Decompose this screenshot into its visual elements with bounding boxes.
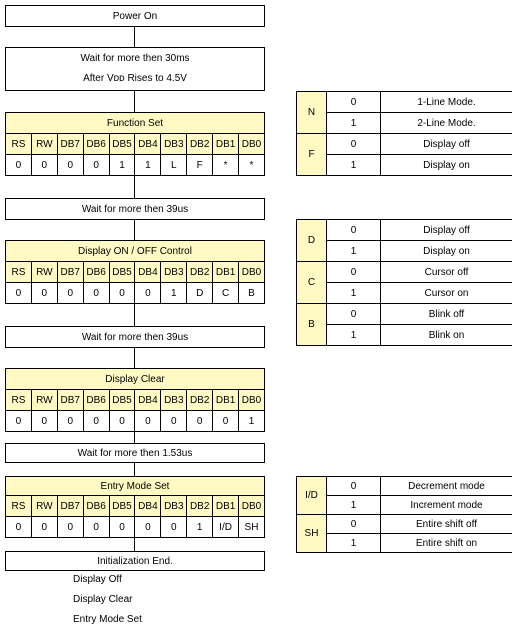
legend-desc: Decrement mode xyxy=(381,477,512,496)
header-cell: DB2 xyxy=(187,262,213,283)
note-entry-mode-set: Entry Mode Set xyxy=(73,614,142,625)
wait-1-53us-box xyxy=(5,443,265,463)
header-cell: DB6 xyxy=(83,134,109,155)
header-cell: DB1 xyxy=(213,134,239,155)
header-cell: DB4 xyxy=(135,134,161,155)
value-cell: 0 xyxy=(213,411,239,432)
header-cell: DB4 xyxy=(135,390,161,411)
wait-39us-label-2: Wait for more then 39us xyxy=(81,331,189,343)
legend-desc: Blink on xyxy=(381,325,512,346)
value-cell: 0 xyxy=(83,155,109,176)
entry-mode-title: Entry Mode Set xyxy=(6,477,265,496)
value-cell: 1 xyxy=(109,155,135,176)
power-on-box xyxy=(5,5,265,27)
init-end-label: Initialization End. xyxy=(97,555,173,567)
header-cell: RS xyxy=(6,390,32,411)
legend-value: 1 xyxy=(327,241,381,262)
header-cell: DB6 xyxy=(83,496,109,517)
legend-display-control xyxy=(296,219,512,346)
legend-desc: 1-Line Mode. xyxy=(381,92,512,113)
value-cell: 0 xyxy=(161,411,187,432)
legend-value: 0 xyxy=(327,92,381,113)
value-cell: 0 xyxy=(187,411,213,432)
legend-value: 0 xyxy=(327,262,381,283)
function-set-value-row xyxy=(6,155,265,176)
value-cell: C xyxy=(213,283,239,304)
value-cell: 0 xyxy=(135,411,161,432)
header-cell: DB6 xyxy=(83,262,109,283)
legend-desc: Entire shift on xyxy=(381,534,512,553)
header-cell: RW xyxy=(31,134,57,155)
value-cell: 1 xyxy=(187,517,213,538)
value-cell: 0 xyxy=(6,517,32,538)
legend-desc: Entire shift off xyxy=(381,515,512,534)
legend-key-n: N xyxy=(297,92,327,134)
value-cell: 0 xyxy=(6,411,32,432)
legend-desc: Cursor off xyxy=(381,262,512,283)
display-control-value-row xyxy=(6,283,265,304)
display-control-title: Display ON / OFF Control xyxy=(6,241,265,262)
value-cell: L xyxy=(161,155,187,176)
header-cell: RW xyxy=(31,496,57,517)
header-cell: DB1 xyxy=(213,262,239,283)
value-cell: D xyxy=(187,283,213,304)
header-cell: DB2 xyxy=(187,134,213,155)
legend-value: 0 xyxy=(327,220,381,241)
wait-39us-box-1 xyxy=(5,198,265,220)
legend-desc: Display on xyxy=(381,241,512,262)
legend-function-set xyxy=(296,91,512,176)
wait-39us-label-1: Wait for more then 39us xyxy=(81,203,189,215)
wait-39us-box-2 xyxy=(5,326,265,348)
value-cell: SH xyxy=(239,517,265,538)
value-cell: I/D xyxy=(213,517,239,538)
init-end-box xyxy=(5,551,265,571)
header-cell: DB1 xyxy=(213,390,239,411)
value-cell: 0 xyxy=(135,517,161,538)
value-cell: B xyxy=(239,283,265,304)
value-cell: 0 xyxy=(135,283,161,304)
value-cell: 0 xyxy=(57,517,83,538)
legend-value: 0 xyxy=(327,477,381,496)
header-cell: DB0 xyxy=(239,262,265,283)
display-clear-value-row xyxy=(6,411,265,432)
value-cell: * xyxy=(239,155,265,176)
header-cell: DB0 xyxy=(239,390,265,411)
value-cell: 1 xyxy=(135,155,161,176)
value-cell: 1 xyxy=(161,283,187,304)
header-cell: DB4 xyxy=(135,496,161,517)
value-cell: 0 xyxy=(31,283,57,304)
header-cell: DB0 xyxy=(239,134,265,155)
header-cell: DB3 xyxy=(161,390,187,411)
legend-key-d: D xyxy=(297,220,327,262)
legend-key-c: C xyxy=(297,262,327,304)
value-cell: 0 xyxy=(6,283,32,304)
value-cell: 0 xyxy=(57,411,83,432)
header-cell: RS xyxy=(6,134,32,155)
header-cell: DB0 xyxy=(239,496,265,517)
header-cell: DB7 xyxy=(57,262,83,283)
entry-mode-header-row xyxy=(6,496,265,517)
legend-value: 0 xyxy=(327,515,381,534)
value-cell: 0 xyxy=(57,283,83,304)
legend-desc: Cursor on xyxy=(381,283,512,304)
header-cell: RW xyxy=(31,262,57,283)
value-cell: F xyxy=(187,155,213,176)
header-cell: DB4 xyxy=(135,262,161,283)
entry-mode-value-row xyxy=(6,517,265,538)
display-control-header-row xyxy=(6,262,265,283)
note-display-clear: Display Clear xyxy=(73,594,133,605)
header-cell: DB2 xyxy=(187,496,213,517)
header-cell: DB7 xyxy=(57,496,83,517)
wait-30ms-label: Wait for more then 30ms xyxy=(80,53,190,64)
header-cell: RS xyxy=(6,496,32,517)
header-cell: DB7 xyxy=(57,390,83,411)
value-cell: 0 xyxy=(31,155,57,176)
value-cell: 0 xyxy=(6,155,32,176)
legend-key-b: B xyxy=(297,304,327,346)
value-cell: 0 xyxy=(57,155,83,176)
wait-vdd-label: After Vᴅᴅ Rises to 4.5V xyxy=(83,73,187,84)
legend-value: 0 xyxy=(327,134,381,155)
value-cell: 0 xyxy=(83,517,109,538)
display-clear-header-row xyxy=(6,390,265,411)
legend-desc: Display on xyxy=(381,155,512,176)
header-cell: DB5 xyxy=(109,134,135,155)
value-cell: 1 xyxy=(239,411,265,432)
value-cell: 0 xyxy=(109,517,135,538)
legend-desc: Increment mode xyxy=(381,496,512,515)
legend-key-f: F xyxy=(297,134,327,176)
legend-value: 1 xyxy=(327,113,381,134)
header-cell: DB2 xyxy=(187,390,213,411)
legend-value: 1 xyxy=(327,534,381,553)
legend-value: 0 xyxy=(327,304,381,325)
header-cell: DB3 xyxy=(161,496,187,517)
function-set-table xyxy=(5,112,265,176)
header-cell: DB3 xyxy=(161,134,187,155)
entry-mode-table xyxy=(5,476,265,538)
header-cell: DB1 xyxy=(213,496,239,517)
header-cell: RW xyxy=(31,390,57,411)
note-display-off: Display Off xyxy=(73,574,122,585)
legend-key-sh: SH xyxy=(297,515,327,553)
header-cell: DB5 xyxy=(109,262,135,283)
header-cell: DB6 xyxy=(83,390,109,411)
legend-value: 1 xyxy=(327,496,381,515)
legend-value: 1 xyxy=(327,283,381,304)
header-cell: DB5 xyxy=(109,390,135,411)
value-cell: 0 xyxy=(83,411,109,432)
legend-value: 1 xyxy=(327,325,381,346)
value-cell: 0 xyxy=(109,411,135,432)
legend-key-id: I/D xyxy=(297,477,327,515)
legend-value: 1 xyxy=(327,155,381,176)
header-cell: DB3 xyxy=(161,262,187,283)
power-on-label: Power On xyxy=(112,10,158,22)
legend-desc: Display off xyxy=(381,134,512,155)
display-control-table xyxy=(5,240,265,304)
wait-1-53us-label: Wait for more then 1.53us xyxy=(77,447,193,459)
value-cell: 0 xyxy=(31,517,57,538)
value-cell: 0 xyxy=(161,517,187,538)
header-cell: DB7 xyxy=(57,134,83,155)
display-clear-title: Display Clear xyxy=(6,369,265,390)
legend-desc: Blink off xyxy=(381,304,512,325)
value-cell: * xyxy=(213,155,239,176)
wait-30ms-box xyxy=(5,47,265,91)
value-cell: 0 xyxy=(83,283,109,304)
function-set-title: Function Set xyxy=(6,113,265,134)
legend-desc: Display off xyxy=(381,220,512,241)
function-set-header-row xyxy=(6,134,265,155)
legend-entry-mode xyxy=(296,476,512,553)
header-cell: DB5 xyxy=(109,496,135,517)
header-cell: RS xyxy=(6,262,32,283)
display-clear-table xyxy=(5,368,265,432)
value-cell: 0 xyxy=(109,283,135,304)
legend-desc: 2-Line Mode. xyxy=(381,113,512,134)
value-cell: 0 xyxy=(31,411,57,432)
